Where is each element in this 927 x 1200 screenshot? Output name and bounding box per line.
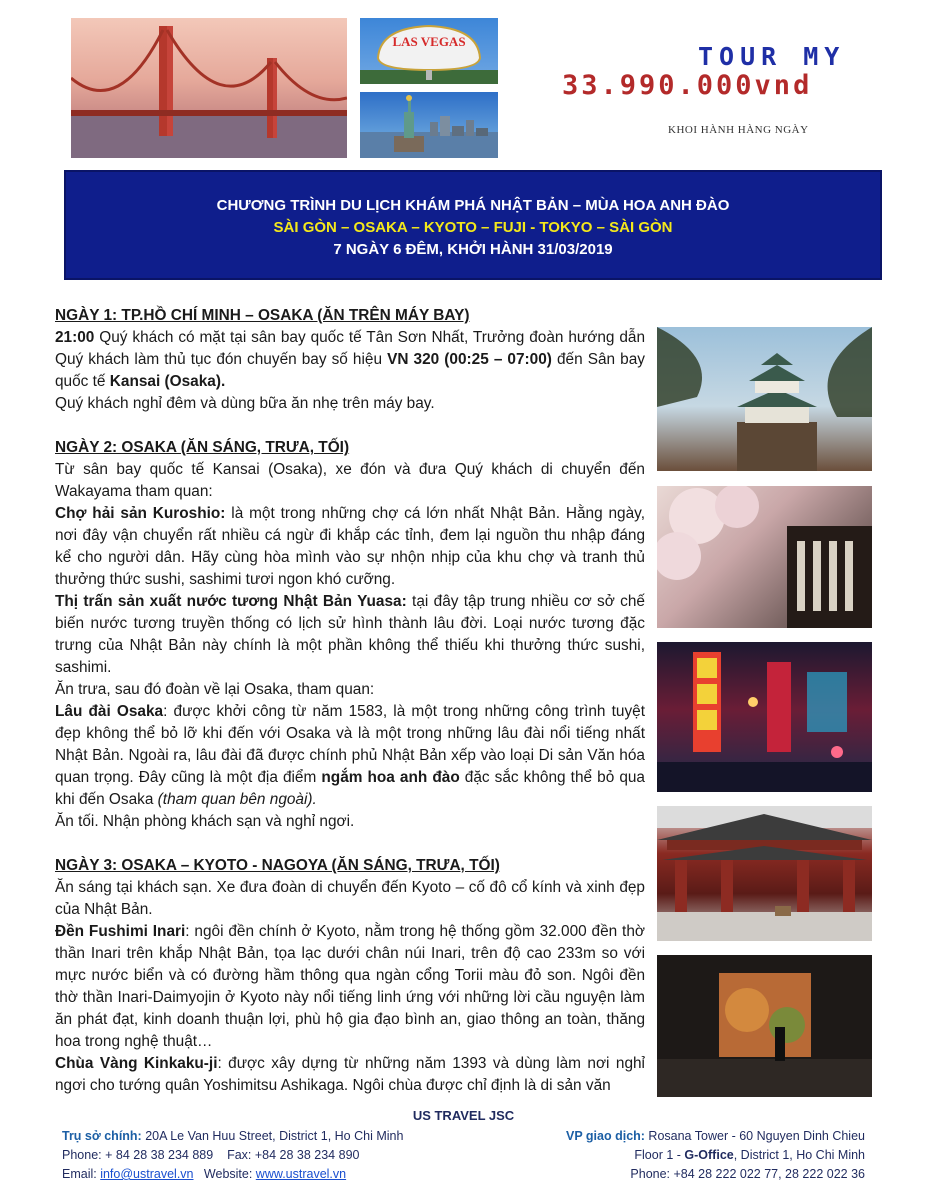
day-3-kinkakuji: [55, 1053, 645, 1097]
branch-floor-a: Floor 1 -: [634, 1148, 685, 1162]
contact-line: [62, 1165, 403, 1184]
day-1-airport: Kansai (Osaka).: [109, 373, 226, 390]
branch-floor-bold: G-Office: [684, 1148, 734, 1162]
email-link[interactable]: info@ustravel.vn: [100, 1167, 194, 1181]
fushimi-inari-text: : ngôi đền chính ở Kyoto, nằm trong hệ thống gồm 32.000 đền thờ thần Inari trên khắp Nhật Bản, tọa lạc dưới chân núi Inari, trên độ cao 233m so với mực nước biển và có đường hầm thông qua ngàn cổng Torii màu đỏ son. Ngôi đền thờ thần Inari-Daimyojin ở Kyoto này nổi tiếng linh ứng với những lời cầu nguyện làm ăn phát đạt, kinh doanh thuận lợi, phù hộ gia đạo bình an, giao thông an toàn, thăng hoa trong nghệ thuật…: [55, 923, 645, 1050]
branch-floor-b: , District 1, Ho Chi Minh: [733, 1148, 865, 1162]
temple-window-illustration: [657, 955, 872, 1097]
day-1-flight: VN 320 (00:25 – 07:00): [387, 351, 552, 368]
cherry-blossom-highlight: ngắm hoa anh đào: [321, 769, 460, 786]
banner-duration: 7 NGÀY 6 ĐÊM, KHỞI HÀNH 31/03/2019: [333, 241, 613, 258]
osaka-castle-title: Lâu đài Osaka: [55, 703, 164, 720]
head-office-line: [62, 1127, 403, 1146]
golden-gate-bridge-photo: [71, 18, 347, 158]
banner-title: CHƯƠNG TRÌNH DU LỊCH KHÁM PHÁ NHẬT BẢN – MÙA HOA ANH ĐÀO: [216, 197, 730, 214]
email-label: Email:: [62, 1167, 101, 1181]
tour-price: 33.990.000vnd: [562, 70, 813, 101]
statue-of-liberty-illustration: [360, 92, 498, 158]
day-1-time: 21:00: [55, 329, 95, 346]
branch-phone-line: Phone: +84 28 222 022 77, 28 222 022 36: [630, 1167, 865, 1181]
tour-title: TOUR MY: [698, 42, 846, 71]
osaka-castle-text-b: đặc sắc không thể bỏ qua khi đến Osaka: [55, 769, 645, 808]
golden-gate-bridge-illustration: [71, 18, 347, 158]
fushimi-inari-title: Đền Fushimi Inari: [55, 923, 186, 940]
itinerary-content: [55, 305, 645, 1097]
kuroshio-title: Chợ hải sản Kuroshio:: [55, 505, 226, 522]
day-2-heading: NGÀY 2: OSAKA (ĂN SÁNG, TRƯA, TỐI): [55, 439, 350, 456]
osaka-castle-text-a: : được khởi công từ năm 1583, là một trong những công trình tuyệt đẹp không thể bỏ lỡ khi đến với Osaka và là một trong những lâu đài nổi tiếng nhất Nhật Bản. Ngoài ra, lâu đài đã được chính phủ Nhật Bản xếp vào loại Di sản Văn hóa quan trọng. Đây cũng là một địa điểm: [55, 703, 645, 786]
kuroshio-text: là một trong những chợ cá lớn nhất Nhật Bản. Hằng ngày, nơi đây vận chuyển rất nhiều cá ngừ đi khắp các tỉnh, đem lại nguồn thu nhập đáng kể cho người dân. Hãy cùng hòa mình vào sự nhộn nhịp của khu chợ và tranh thủ thưởng thức sushi, sashimi tươi ngon khó cưỡng.: [55, 505, 645, 588]
head-office-label: Trụ sở chính:: [62, 1129, 142, 1143]
phone-fax-line: Phone: + 84 28 38 234 889 Fax: +84 28 38 234 890: [62, 1148, 360, 1162]
branch-floor-line: [566, 1146, 865, 1165]
branch-office-line: [566, 1127, 865, 1146]
day-3-heading: NGÀY 3: OSAKA – KYOTO - NAGOYA (ĂN SÁNG, TRƯA, TỐI): [55, 857, 500, 874]
kinkakuji-text: : được xây dựng từ những năm 1393 và dùng làm nơi nghỉ ngơi cho tướng quân Yoshimitsu Ashikaga. Ngôi chùa được chỉ định là di sản văn: [55, 1055, 645, 1094]
day-2-intro: Từ sân bay quốc tế Kansai (Osaka), xe đón và đưa Quý khách di chuyển đến Wakayama tham quan:: [55, 461, 645, 500]
footer-branch-office: [566, 1127, 865, 1184]
temple-gate-illustration: [657, 806, 872, 941]
branch-office-address: Rosana Tower - 60 Nguyen Dinh Chieu: [644, 1129, 865, 1143]
day-2-yuasa: [55, 591, 645, 679]
company-name: US TRAVEL JSC: [412, 1108, 515, 1123]
banner-route: SÀI GÒN – OSAKA – KYOTO – FUJI - TOKYO – SÀI GÒN: [273, 219, 673, 236]
yuasa-text: tại đây tập trung nhiều cơ sở chế biến nước tương truyền thống có lịch sử hình thành lâu đời. Loại nước tương đặc trưng của Nhật Bản này chính là một phần không thể thiếu khi thưởng thức sushi, sashimi.: [55, 593, 645, 676]
day-1-overnight: Quý khách nghỉ đêm và dùng bữa ăn nhẹ trên máy bay.: [55, 395, 435, 412]
osaka-castle-note: (tham quan bên ngoài).: [157, 791, 317, 808]
osaka-dotonbori-night-photo: [657, 642, 872, 792]
las-vegas-sign-text: LAS VEGAS: [392, 34, 466, 49]
day-2-osaka-castle: [55, 701, 645, 811]
las-vegas-sign-illustration: [360, 18, 498, 84]
day-1-heading: NGÀY 1: TP.HỒ CHÍ MINH – OSAKA (ĂN TRÊN MÁY BAY): [55, 307, 470, 324]
day-1-text-b: đến Sân bay quốc tế: [55, 351, 645, 390]
kyoto-temple-window-photo: [657, 955, 872, 1097]
cherry-blossom-illustration: [657, 486, 872, 628]
departure-note: KHOI HÀNH HÀNG NGÀY: [668, 124, 809, 136]
day-1-text-a: Quý khách có mặt tại sân bay quốc tế Tân Sơn Nhất, Trưởng đoàn hướng dẫn Quý khách làm thủ tục đón chuyến bay số hiệu: [55, 329, 645, 368]
statue-of-liberty-photo: [360, 92, 498, 158]
footer-head-office: [62, 1127, 403, 1184]
day-1-paragraph: [55, 327, 645, 393]
branch-office-label: VP giao dịch:: [566, 1129, 645, 1143]
day-2-dinner: Ăn tối. Nhận phòng khách sạn và nghỉ ngơi.: [55, 813, 355, 830]
cherry-blossom-street-photo: [657, 486, 872, 628]
day-3-intro: Ăn sáng tại khách sạn. Xe đưa đoàn di chuyển đến Kyoto – cố đô cổ kính và xinh đẹp của Nhật Bản.: [55, 879, 645, 918]
website-label: Website:: [193, 1167, 256, 1181]
day-2-lunch: Ăn trưa, sau đó đoàn về lại Osaka, tham quan:: [55, 681, 375, 698]
osaka-castle-illustration: [657, 327, 872, 471]
day-3-fushimi-inari: [55, 921, 645, 1053]
dotonbori-illustration: [657, 642, 872, 792]
osaka-castle-photo: [657, 327, 872, 471]
todaiji-temple-photo: [657, 806, 872, 941]
las-vegas-sign-photo: [360, 18, 498, 84]
website-link[interactable]: www.ustravel.vn: [255, 1167, 347, 1181]
head-office-address: 20A Le Van Huu Street, District 1, Ho Chi Minh: [141, 1129, 404, 1143]
yuasa-title: Thị trấn sản xuất nước tương Nhật Bản Yuasa:: [55, 593, 407, 610]
kinkakuji-title: Chùa Vàng Kinkaku-ji: [55, 1055, 218, 1072]
program-banner: [64, 170, 882, 280]
day-2-kuroshio: [55, 503, 645, 591]
